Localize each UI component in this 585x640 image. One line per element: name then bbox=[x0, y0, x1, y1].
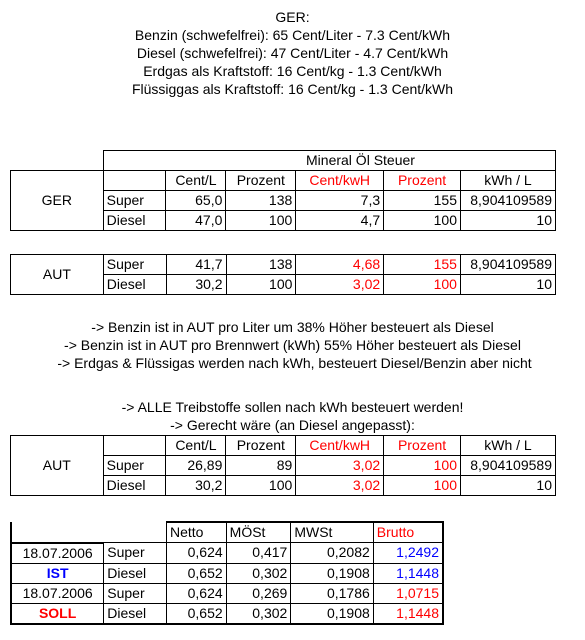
table-price-breakdown bbox=[10, 521, 444, 625]
fuel-label: Diesel bbox=[103, 211, 166, 231]
cell: 138 bbox=[226, 255, 296, 275]
fuel-label: Diesel bbox=[103, 476, 166, 496]
row-label-date: 18.07.2006 bbox=[11, 543, 104, 564]
cell: 0,1786 bbox=[291, 583, 373, 603]
note-line: -> Benzin ist in AUT pro Liter um 38% Höher besteuert als Diesel bbox=[91, 319, 494, 335]
table-title: Mineral Öl Steuer bbox=[166, 151, 556, 171]
cell: 155 bbox=[384, 191, 461, 211]
cell: 41,7 bbox=[166, 255, 226, 275]
cell: 100 bbox=[384, 211, 461, 231]
cell: 138 bbox=[226, 191, 296, 211]
cell: 0,652 bbox=[166, 563, 226, 583]
cell: 8,904109589 bbox=[460, 456, 555, 476]
fuel-label: Super bbox=[103, 191, 166, 211]
col-header: Netto bbox=[166, 522, 226, 543]
cell: 30,2 bbox=[166, 275, 226, 295]
table-aut-proposed bbox=[10, 435, 556, 496]
header-line-erdgas: Erdgas als Kraftstoff: 16 Cent/kg - 1.3 Cent/kWh bbox=[143, 63, 442, 79]
cell: 0,624 bbox=[166, 583, 226, 603]
cell: 3,02 bbox=[296, 456, 384, 476]
cell: 0,652 bbox=[166, 603, 226, 624]
col-header: MÖSt bbox=[226, 522, 291, 543]
cell: 100 bbox=[226, 275, 296, 295]
col-header: Prozent bbox=[384, 436, 461, 456]
cell: 3,02 bbox=[296, 476, 384, 496]
col-header: kWh / L bbox=[460, 171, 555, 191]
cell: 0,624 bbox=[166, 543, 226, 564]
cell: 10 bbox=[460, 211, 555, 231]
country-label: AUT bbox=[11, 255, 104, 295]
note-line: -> Gerecht wäre (an Diesel angepasst): bbox=[170, 417, 415, 433]
cell: 8,904109589 bbox=[460, 255, 555, 275]
fuel-label: Super bbox=[104, 583, 167, 603]
col-header: Prozent bbox=[226, 436, 296, 456]
header-line-diesel: Diesel (schwefelfrei): 47 Cent/Liter - 4.7 Cent/kWh bbox=[136, 45, 449, 61]
cell: 0,417 bbox=[226, 543, 291, 564]
cell: 0,1908 bbox=[291, 563, 373, 583]
cell: 100 bbox=[226, 211, 296, 231]
cell: 10 bbox=[460, 476, 555, 496]
cell: 0,269 bbox=[226, 583, 291, 603]
cell: 0,302 bbox=[226, 563, 291, 583]
col-header: Prozent bbox=[384, 171, 461, 191]
country-label: GER bbox=[11, 191, 104, 211]
cell: 100 bbox=[226, 476, 296, 496]
col-header: Cent/kwH bbox=[296, 436, 384, 456]
fuel-label: Super bbox=[104, 543, 167, 564]
cell: 1,0715 bbox=[373, 583, 443, 603]
cell: 47,0 bbox=[166, 211, 226, 231]
cell: 100 bbox=[384, 456, 461, 476]
fuel-label: Diesel bbox=[104, 563, 167, 583]
col-header: Cent/L bbox=[166, 171, 226, 191]
header-line-fluessiggas: Flüssiggas als Kraftstoff: 16 Cent/kg - 1.3 Cent/kWh bbox=[131, 81, 454, 97]
cell: 7,3 bbox=[296, 191, 384, 211]
cell: 100 bbox=[384, 275, 461, 295]
cell: 0,302 bbox=[226, 603, 291, 624]
table-ger bbox=[10, 150, 556, 231]
note-line: -> Erdgas & Flüssigas werden nach kWh, besteuert Diesel/Benzin aber nicht bbox=[57, 355, 532, 371]
cell: 155 bbox=[384, 255, 461, 275]
cell: 3,02 bbox=[296, 275, 384, 295]
col-header: Cent/kwH bbox=[296, 171, 384, 191]
cell: 10 bbox=[460, 275, 555, 295]
row-label-date: 18.07.2006 bbox=[11, 583, 104, 603]
note-line: -> ALLE Treibstoffe sollen nach kWh besteuert werden! bbox=[121, 399, 464, 415]
note-line: -> Benzin ist in AUT pro Brennwert (kWh) 55% Höher besteuert als Diesel bbox=[64, 337, 521, 353]
col-header: kWh / L bbox=[460, 436, 555, 456]
cell: 26,89 bbox=[166, 456, 226, 476]
row-label-ist: IST bbox=[11, 563, 104, 583]
cell: 1,2492 bbox=[373, 543, 443, 564]
cell: 4,7 bbox=[296, 211, 384, 231]
fuel-label: Super bbox=[103, 456, 166, 476]
cell: 0,2082 bbox=[291, 543, 373, 564]
cell: 89 bbox=[226, 456, 296, 476]
fuel-label: Diesel bbox=[103, 275, 166, 295]
col-header: Cent/L bbox=[166, 436, 226, 456]
fuel-label: Super bbox=[103, 255, 166, 275]
fuel-label: Diesel bbox=[104, 603, 167, 624]
table-aut bbox=[10, 254, 556, 295]
header-title: GER: bbox=[275, 9, 310, 25]
country-label: AUT bbox=[11, 436, 104, 496]
col-header: Brutto bbox=[373, 522, 443, 543]
col-header: MWSt bbox=[291, 522, 373, 543]
row-label-soll: SOLL bbox=[11, 603, 104, 624]
cell: 1,1448 bbox=[373, 563, 443, 583]
cell: 1,1448 bbox=[373, 603, 443, 624]
cell: 65,0 bbox=[166, 191, 226, 211]
cell: 100 bbox=[384, 476, 461, 496]
cell: 4,68 bbox=[296, 255, 384, 275]
col-header: Prozent bbox=[226, 171, 296, 191]
cell: 8,904109589 bbox=[460, 191, 555, 211]
header-line-benzin: Benzin (schwefelfrei): 65 Cent/Liter - 7.3 Cent/kWh bbox=[134, 27, 451, 43]
cell: 30,2 bbox=[166, 476, 226, 496]
cell: 0,1908 bbox=[291, 603, 373, 624]
